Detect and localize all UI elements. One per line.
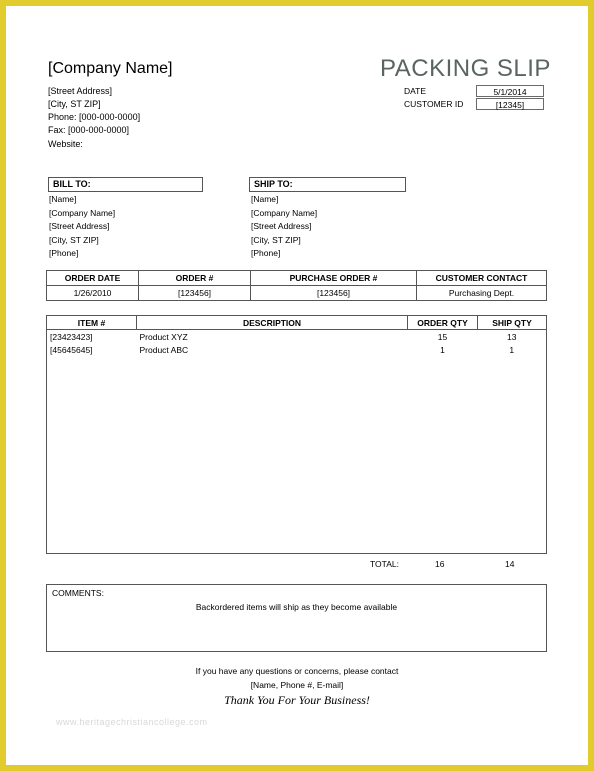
company-name: [Company Name] <box>48 60 173 77</box>
ship-to-city: [City, ST ZIP] <box>251 234 301 245</box>
ship-to-phone: [Phone] <box>251 248 281 258</box>
order-number-header: ORDER # <box>139 271 251 286</box>
ship-to-company: [Company Name] <box>251 207 318 218</box>
table-row <box>47 343 546 356</box>
order-header-row <box>47 271 547 286</box>
items-table-box <box>46 315 547 554</box>
footer-contact-line: If you have any questions or concerns, please contact <box>195 666 399 676</box>
ship-to-street: [Street Address] <box>251 221 312 231</box>
company-city: [City, ST ZIP] <box>48 99 101 109</box>
order-info-table <box>46 270 547 301</box>
item-number-header: ITEM # <box>47 316 137 330</box>
comments-label: COMMENTS: <box>52 588 104 598</box>
purchase-order-value: [123456] <box>251 286 417 301</box>
company-fax: Fax: [000-000-0000] <box>48 125 130 135</box>
comments-box <box>46 584 547 652</box>
document-title: PACKING SLIP <box>380 55 551 82</box>
customer-contact-header: CUSTOMER CONTACT <box>417 271 547 286</box>
description-cell: Product ABC <box>139 344 189 355</box>
company-website: Website: <box>48 139 83 149</box>
table-row <box>47 330 546 344</box>
order-number-value: [123456] <box>139 286 251 301</box>
order-qty-cell: 15 <box>437 331 448 342</box>
ship-to-heading: SHIP TO: <box>249 177 406 192</box>
ship-qty-cell: 1 <box>509 344 515 355</box>
bill-to-block <box>49 193 115 261</box>
total-ship-qty: 14 <box>505 559 515 569</box>
date-label: DATE <box>404 86 427 96</box>
bill-to-street: [Street Address] <box>49 221 110 231</box>
bill-to-phone: [Phone] <box>49 248 79 258</box>
order-date-value: 1/26/2010 <box>47 286 139 301</box>
order-qty-cell: 1 <box>440 344 445 355</box>
ship-to-name: [Name] <box>251 194 279 204</box>
purchase-order-header: PURCHASE ORDER # <box>251 271 417 286</box>
bill-to-city: [City, ST ZIP] <box>49 234 99 245</box>
customer-id-label: CUSTOMER ID <box>404 99 464 109</box>
bill-to-heading: BILL TO: <box>48 177 203 192</box>
order-value-row <box>47 286 547 301</box>
description-header: DESCRIPTION <box>137 316 408 330</box>
date-value: 5/1/2014 <box>476 85 544 97</box>
footer-contact-details: [Name, Phone #, E-mail] <box>250 680 344 690</box>
bill-to-name: [Name] <box>49 194 77 204</box>
company-phone: Phone: [000-000-0000] <box>48 112 141 122</box>
total-label: TOTAL: <box>370 559 399 569</box>
customer-id-value: [12345] <box>476 98 544 110</box>
order-date-header: ORDER DATE <box>47 271 139 286</box>
thank-you-message: Thank You For Your Business! <box>224 693 370 707</box>
ship-to-block <box>251 193 317 261</box>
items-table <box>47 316 546 356</box>
comments-text: Backordered items will ship as they become available <box>195 602 398 612</box>
bill-to-company: [Company Name] <box>49 207 116 218</box>
description-cell: Product XYZ <box>139 331 188 342</box>
total-order-qty: 16 <box>435 559 445 569</box>
ship-qty-header: SHIP QTY <box>478 316 547 330</box>
item-number-cell: [23423423] <box>50 331 93 342</box>
customer-contact-value: Purchasing Dept. <box>417 286 547 301</box>
item-number-cell: [45645645] <box>50 344 93 355</box>
order-qty-header: ORDER QTY <box>408 316 478 330</box>
watermark-text: www.heritagechristiancollege.com <box>56 717 208 727</box>
ship-qty-cell: 13 <box>507 331 517 342</box>
items-header-row <box>47 316 546 330</box>
company-street: [Street Address] <box>48 86 113 96</box>
